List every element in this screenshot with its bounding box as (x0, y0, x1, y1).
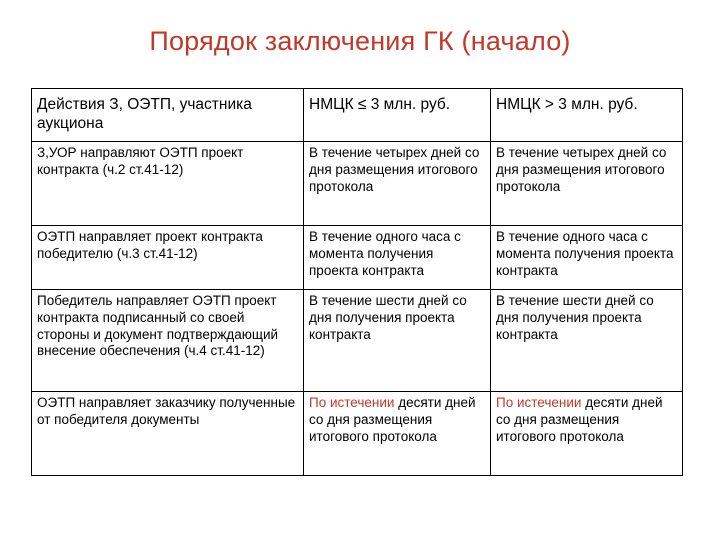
slide-title: Порядок заключения ГК (начало) (149, 26, 571, 56)
table-row (32, 142, 683, 226)
row-action-cell: З,УОР направляют ОЭТП проект контракта (ч.2 ст.41-12) (32, 142, 304, 226)
row-nmck-le-3-cell: В течение одного часа с момента получения проекта контракта (304, 226, 491, 290)
header-actions: Действия З, ОЭТП, участника аукциона (32, 89, 304, 142)
procedure-table (31, 88, 683, 476)
row-action-cell: ОЭТП направляет проект контракта победителю (ч.3 ст.41-12) (32, 226, 304, 290)
deadline-highlight: По истечении (309, 395, 395, 410)
row-action-cell: Победитель направляет ОЭТП проект контракта подписанный со своей стороны и документ подтверждающий внесение обеспечения (ч.4 ст.41-12) (32, 290, 304, 392)
table-row (32, 392, 683, 476)
row-nmck-gt-3-cell (491, 392, 683, 476)
row-nmck-gt-3-cell: В течение одного часа с момента получения проекта контракта (491, 226, 683, 290)
row-nmck-gt-3-cell: В течение четырех дней со дня размещения итогового протокола (491, 142, 683, 226)
row-nmck-le-3-cell: В течение четырех дней со дня размещения итогового протокола (304, 142, 491, 226)
row-nmck-le-3-cell: В течение шести дней со дня получения проекта контракта (304, 290, 491, 392)
header-nmck-le-3: НМЦК ≤ 3 млн. руб. (304, 89, 491, 142)
row-nmck-gt-3-cell: В течение шести дней со дня получения проекта контракта (491, 290, 683, 392)
deadline-text: десяти дней со дня размещения итогового протокола (496, 395, 663, 444)
table-row (32, 290, 683, 392)
table-header-row (32, 89, 683, 142)
row-action-cell: ОЭТП направляет заказчику полученные от победителя документы (32, 392, 304, 476)
table-row (32, 226, 683, 290)
deadline-text: десяти дней со дня размещения итогового протокола (309, 395, 476, 444)
row-nmck-le-3-cell (304, 392, 491, 476)
deadline-highlight: По истечении (496, 395, 582, 410)
header-nmck-gt-3: НМЦК > 3 млн. руб. (491, 89, 683, 142)
